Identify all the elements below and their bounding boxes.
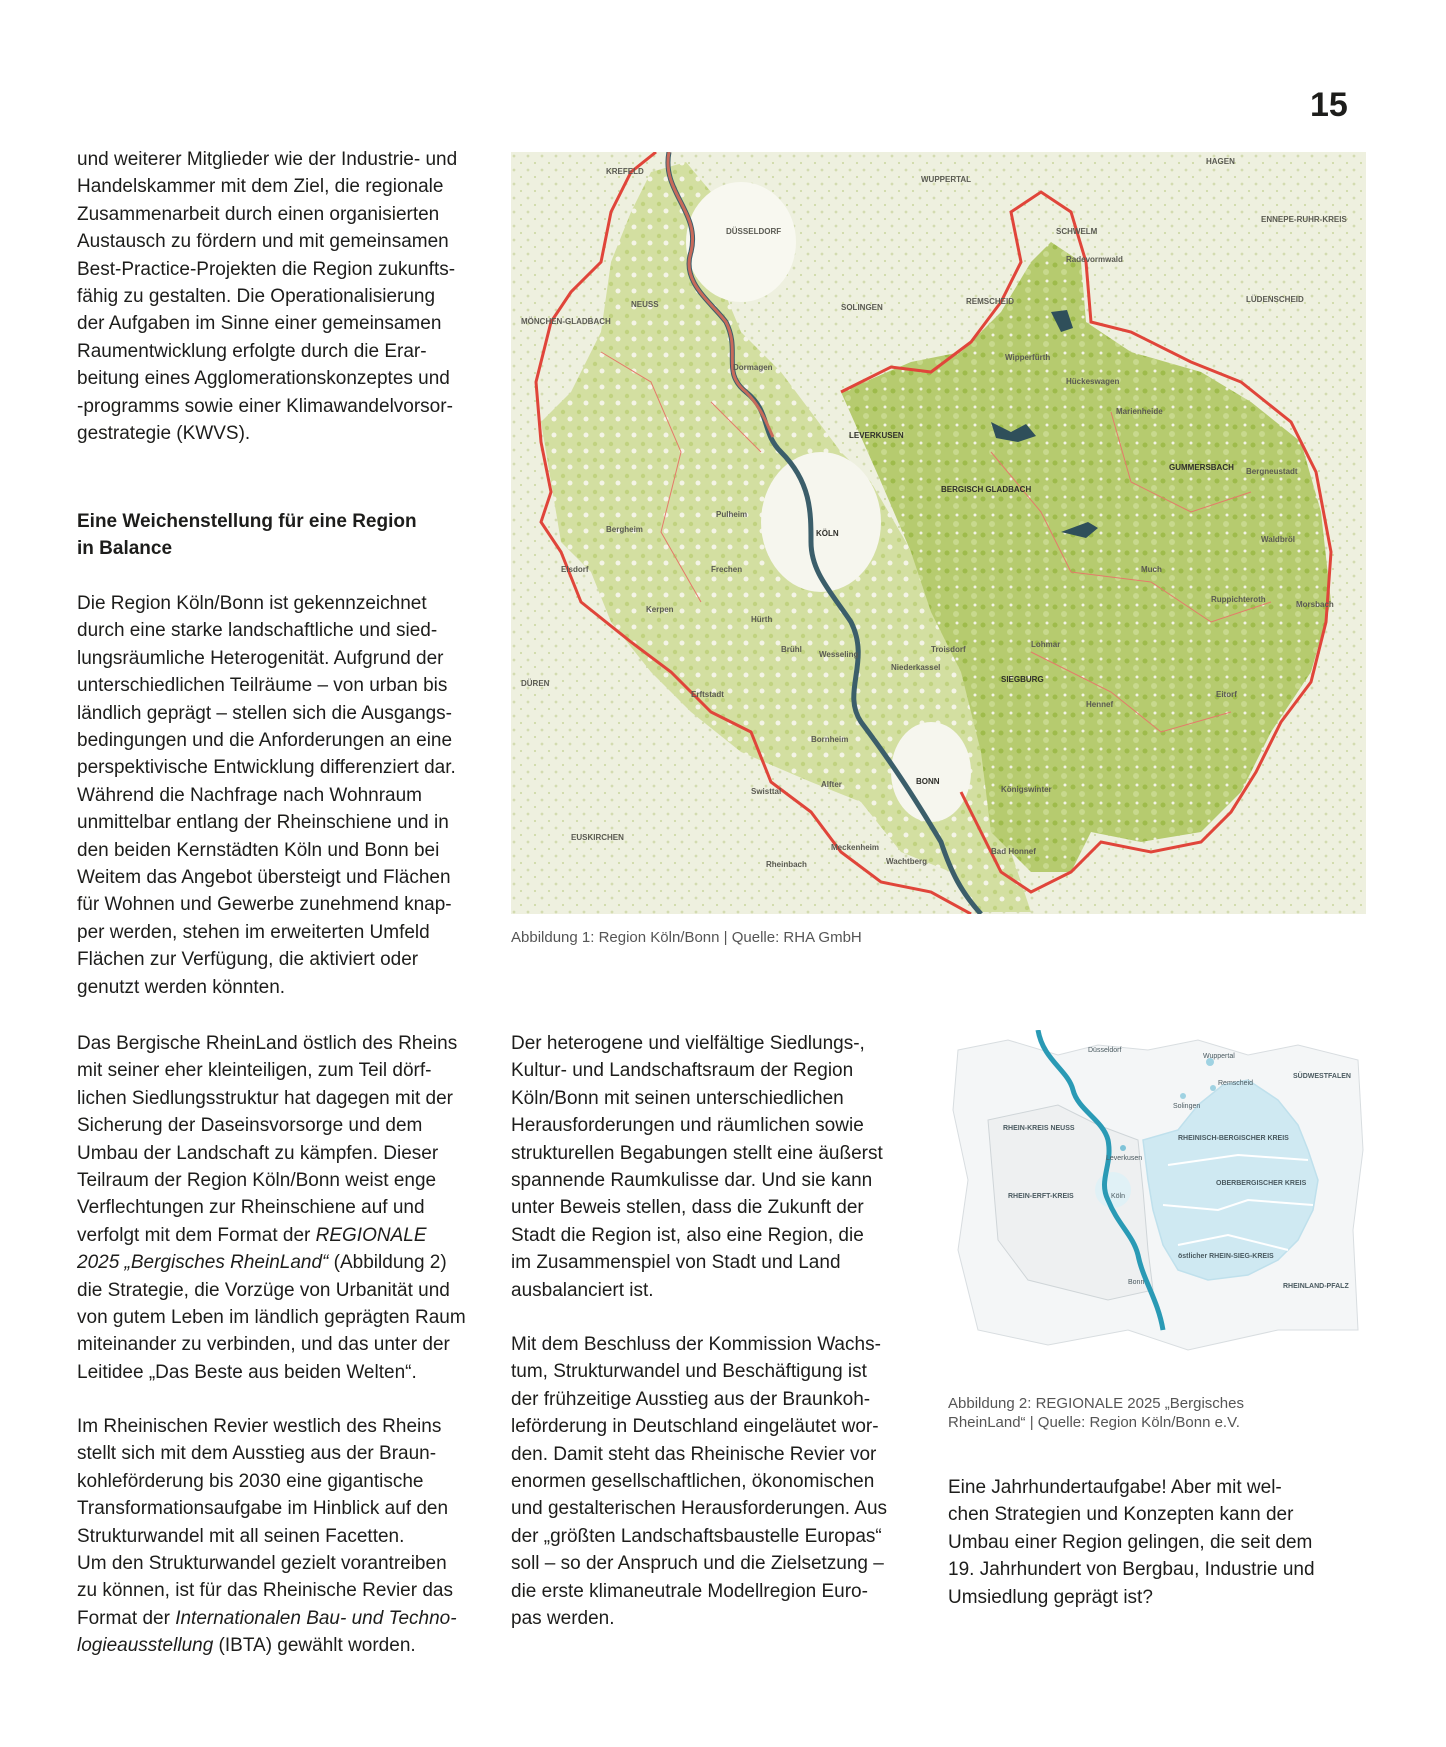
text-line [77,1222,502,1249]
caption-line: Abbildung 2: REGIONALE 2025 „Bergisches [948,1395,1244,1412]
remscheid-marker [1210,1085,1216,1091]
map-label: BONN [916,777,940,786]
map-label: Kerpen [646,605,674,614]
text-line: Das Bergische RheinLand östlich des Rheins [77,1033,458,1054]
text-line: der Aufgaben im Sinne einer gemeinsamen [77,313,442,335]
text-run: (IBTA) gewählt worden. [213,1635,416,1657]
text-line: strukturellen Begabungen stellt eine äußerst [511,1142,883,1164]
map-label: Ruppichteroth [1211,595,1266,604]
map-label: HAGEN [1206,157,1235,166]
text-line: unterschiedlichen Teilräume – von urban bis [77,675,448,697]
text-line: genutzt werden könnten. [77,976,286,998]
map-label: Brühl [781,645,802,654]
text-run: verfolgt mit dem Format der [77,1224,316,1246]
map-label: Waldbröl [1261,535,1295,544]
section-heading [77,508,502,563]
map-label: LÜDENSCHEID [1246,295,1304,304]
text-line: Umbau der Landschaft zu kämpfen. Dieser [77,1142,439,1164]
text-line: Zusammenarbeit durch einen organisierten [77,203,440,225]
text-line: spannende Raumkulisse dar. Und sie kann [511,1170,873,1192]
emphasis-regionale: REGIONALE [315,1224,427,1246]
text-line: ländlich geprägt – stellen sich die Ausgangs- [77,702,452,724]
text-line: soll – so der Anspruch und die Zielsetzung – [511,1553,884,1575]
map-label: RHEINLAND-PFALZ [1283,1283,1349,1290]
map-label: Wachtberg [886,857,928,866]
map-label: Elsdorf [561,565,589,574]
map-label: Wuppertal [1203,1053,1235,1060]
text-line: der frühzeitige Ausstieg aus der Braunkoh- [511,1388,871,1410]
map-label: KÖLN [816,529,839,538]
map-label: WUPPERTAL [921,175,972,184]
map-label: EUSKIRCHEN [571,833,624,842]
map-label: Morsbach [1296,600,1334,609]
text-line: bedingungen und die Anforderungen an eine [77,730,453,752]
text-run: (Abbildung 2) [328,1252,447,1274]
text-line: Verflechtungen zur Rheinschiene auf und [77,1197,425,1219]
figure1-caption: Abbildung 1: Region Köln/Bonn | Quelle: RHA GmbH [511,929,862,946]
map-label: BERGISCH GLADBACH [941,485,1032,494]
text-run: Format der [77,1607,176,1629]
leverkusen-marker [1120,1145,1126,1151]
text-line: 19. Jahrhundert von Bergbau, Industrie und [948,1559,1315,1581]
text-line: Um den Strukturwandel gezielt vorantreiben [77,1553,447,1575]
text-line: den. Damit steht das Rheinische Revier vor [511,1443,877,1465]
map-label: Radevormwald [1066,255,1123,264]
map-label: Wipperfürth [1005,353,1051,362]
map-label: Meckenheim [831,843,880,852]
map-label: Hürth [751,615,773,624]
heading-line: in Balance [77,538,173,560]
solingen-marker [1180,1093,1186,1099]
emphasis-ibta: Internationalen Bau- und Techno- [175,1607,457,1629]
text-line: Stadt die Region ist, also eine Region, die [511,1224,864,1246]
text-line: Raumentwicklung erfolgte durch die Erar- [77,340,427,362]
map-label: Much [1141,565,1162,574]
text-line: und gestalterischen Herausforderungen. Aus [511,1498,888,1520]
text-line: die erste klimaneutrale Modellregion Euro- [511,1580,868,1602]
text-line: zu können, ist für das Rheinische Revier das [77,1580,453,1602]
text-line: mit seiner eher kleinteiligen, zum Teil dörf- [77,1060,432,1082]
text-line: Umbau einer Region gelingen, die seit dem [948,1531,1313,1553]
map-label: Solingen [1173,1103,1201,1110]
text-line: Transformationsaufgabe im Hinblick auf den [77,1498,449,1520]
intro-paragraph [77,146,502,447]
region-map-image [511,152,1366,914]
text-line: Strukturwandel mit all seinen Facetten. [77,1525,405,1547]
text-line: Köln/Bonn mit seinen unterschiedlichen [511,1087,844,1109]
map-label: Bornheim [811,735,849,744]
text-line: unmittelbar entlang der Rheinschiene und in [77,812,449,834]
map-label: MÖNCHEN-GLADBACH [521,317,611,326]
text-line: der „größten Landschaftsbaustelle Europas“ [511,1525,882,1547]
text-line: gestrategie (KWVS). [77,423,251,445]
paragraph-jahrhundertaufgabe [948,1474,1378,1611]
map-label: Bergneustadt [1246,467,1298,476]
map-label: SOLINGEN [841,303,883,312]
map-label: Dormagen [733,363,773,372]
map-label: NEUSS [631,300,659,309]
text-line: Leitidee „Das Beste aus beiden Welten“. [77,1361,417,1383]
text-line: ausbalanciert ist. [511,1279,654,1301]
text-line: Umsiedlung geprägt ist? [948,1586,1153,1608]
paragraph-rheinisches-revier [77,1413,502,1660]
map-label: Eitorf [1216,690,1237,699]
map-label: GUMMERSBACH [1169,463,1234,472]
map-label: Bonn [1128,1279,1145,1286]
map-label: Bad Honnef [991,847,1036,856]
paragraph-raumkulisse [511,1030,941,1304]
text-line: Eine Jahrhundertaufgabe! Aber mit wel- [948,1477,1282,1498]
figure2-caption [948,1394,1368,1432]
map-label: LEVERKUSEN [849,431,904,440]
text-line: unter Beweis stellen, dass die Zukunft der [511,1197,864,1219]
page-number: 15 [1310,86,1348,124]
text-line: den beiden Kernstädten Köln und Bonn bei [77,839,440,861]
map-label: KREFELD [606,167,644,176]
text-line: per werden, stehen im erweiterten Umfeld [77,921,430,943]
text-line: Handelskammer mit dem Ziel, die regionale [77,176,444,198]
cologne-marker [1095,1172,1131,1208]
text-line [77,1249,502,1276]
text-line: -programms sowie einer Klimawandelvorsor- [77,395,453,417]
paragraph-kommission [511,1331,941,1632]
figure-regionale-map [948,1030,1368,1360]
map-label: Bergheim [606,525,643,534]
map-label: östlicher RHEIN-SIEG-KREIS [1178,1253,1274,1260]
map-label: DÜSSELDORF [726,227,782,236]
map-label: Alfter [821,780,842,789]
text-line: Kultur- und Landschaftsraum der Region [511,1060,854,1082]
emphasis-ibta: logieausstellung [77,1635,214,1657]
map-label: SÜDWESTFALEN [1293,1073,1351,1080]
text-line: im Zusammenspiel von Stadt und Land [511,1252,841,1274]
text-line: Mit dem Beschluss der Kommission Wachs- [511,1334,881,1355]
text-line: die Strategie, die Vorzüge von Urbanität und [77,1279,450,1301]
text-line: Austausch zu fördern und mit gemeinsamen [77,231,449,253]
bonn-urban-area [891,722,971,822]
map-label: Hückeswagen [1066,377,1120,386]
paragraph-bergisches-rheinland [77,1030,502,1386]
text-line: Teilraum der Region Köln/Bonn weist enge [77,1170,437,1192]
text-line: Die Region Köln/Bonn ist gekennzeichnet [77,593,427,614]
map-label: Frechen [711,565,743,574]
text-line: stellt sich mit dem Ausstieg aus der Braun- [77,1443,437,1465]
text-line: Der heterogene und vielfältige Siedlungs-, [511,1033,865,1054]
map-label: SCHWELM [1056,227,1098,236]
map-label: Leverkusen [1106,1155,1143,1162]
text-line: kohleförderung bis 2030 eine gigantische [77,1470,424,1492]
text-line: Flächen zur Verfügung, die aktiviert oder [77,949,419,971]
text-line: Best-Practice-Projekten die Region zukunfts- [77,258,456,280]
text-line: Im Rheinischen Revier westlich des Rheins [77,1416,442,1437]
text-line: Während die Nachfrage nach Wohnraum [77,784,423,806]
map-label: Wesseling [819,650,859,659]
text-line: fähig zu gestalten. Die Operationalisierung [77,286,436,308]
text-line: chen Strategien und Konzepten kann der [948,1504,1294,1526]
text-line: Sicherung der Daseinsvorsorge und dem [77,1115,423,1137]
text-line: und weiterer Mitglieder wie der Industrie- und [77,149,458,170]
map-label: Rheinbach [766,860,807,869]
paragraph-heterogeneity [77,590,502,1001]
map-label: Remscheid [1218,1080,1254,1087]
text-line: leförderung in Deutschland eingeläutet wor- [511,1416,879,1438]
caption-line: RheinLand“ | Quelle: Region Köln/Bonn e.V. [948,1414,1240,1431]
text-line: für Wohnen und Gewerbe zunehmend knap- [77,894,452,916]
text-line [77,1605,502,1632]
map-label: RHEIN-ERFT-KREIS [1008,1193,1074,1200]
text-line [77,1632,502,1659]
map-label: RHEIN-KREIS NEUSS [1003,1125,1075,1132]
map-label: Düsseldorf [1088,1047,1122,1054]
text-line: lungsräumliche Heterogenität. Aufgrund der [77,647,444,669]
map-label: SIEGBURG [1001,675,1044,684]
emphasis-regionale-title: 2025 „Bergisches RheinLand“ [77,1252,329,1274]
map-label: Troisdorf [931,645,966,654]
map-label: Lohmar [1031,640,1061,649]
text-line: Weitem das Angebot übersteigt und Flächen [77,867,451,889]
map-label: Marienheide [1116,407,1163,416]
duesseldorf-urban-area [686,182,796,302]
text-line: durch eine starke landschaftliche und sied- [77,620,438,642]
text-line: lichen Siedlungsstruktur hat dagegen mit der [77,1087,454,1109]
heading-line: Eine Weichenstellung für eine Region [77,511,417,532]
regionale-map-image [948,1030,1368,1360]
text-line: von gutem Leben im ländlich geprägten Raum [77,1307,466,1329]
text-line: miteinander zu verbinden, und das unter der [77,1334,450,1356]
figure-region-map [511,152,1366,914]
map-label: Königswinter [1001,785,1052,794]
map-label: Hennef [1086,700,1114,709]
map-label: ENNEPE-RUHR-KREIS [1261,215,1347,224]
map-label: DÜREN [521,679,550,688]
text-line: tum, Strukturwandel und Beschäftigung ist [511,1361,867,1383]
text-line: perspektivische Entwicklung differenziert dar. [77,757,456,779]
map-label: Pulheim [716,510,748,519]
text-line: enormen gesellschaftlichen, ökonomischen [511,1471,875,1493]
text-line: Herausforderungen und räumlichen sowie [511,1115,864,1137]
text-line: beitung eines Agglomerationskonzeptes und [77,368,450,390]
map-label: OBERBERGISCHER KREIS [1216,1180,1307,1187]
map-label: REMSCHEID [966,297,1015,306]
map-label: Erftstadt [691,690,724,699]
map-label: Köln [1111,1193,1126,1200]
map-label: RHEINISCH-BERGISCHER KREIS [1178,1135,1289,1142]
map-label: Niederkassel [891,663,941,672]
map-label: Swisttal [751,787,782,796]
cologne-urban-area [761,452,881,592]
text-line: pas werden. [511,1608,615,1630]
